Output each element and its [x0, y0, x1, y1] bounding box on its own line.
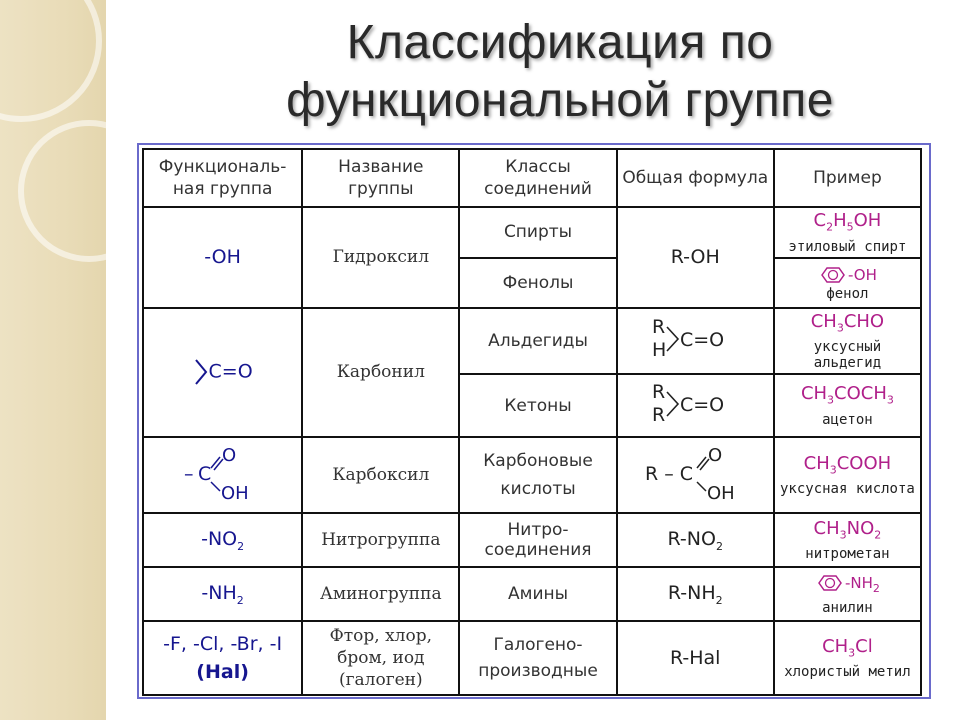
table-row: [143, 308, 921, 375]
formula-label: R – C: [645, 462, 694, 485]
group-name-cell: [302, 207, 459, 308]
group-name-cell: [302, 567, 459, 621]
group-name: Гидроксил: [332, 247, 430, 268]
formula-cell: [617, 513, 774, 567]
oxygen-label: O: [221, 444, 236, 466]
formula-cell: [617, 308, 774, 375]
group-cell: [143, 567, 302, 621]
general-formula: R-OH: [670, 246, 720, 269]
example-name: уксусная кислота: [779, 481, 915, 498]
class-cell: [459, 621, 616, 695]
general-formula: $R-NO_2$: [667, 527, 723, 553]
title-line-1: Классификация по: [346, 16, 774, 69]
substituent-label: R: [652, 404, 666, 427]
carboxylic-acid-structure: [635, 444, 755, 502]
example-formula: $CH_3COCH_3$: [800, 383, 894, 407]
aniline-nh2-label: $NH_2$: [850, 574, 880, 596]
ketone-structure: [640, 378, 750, 428]
formula-cell: [617, 207, 774, 308]
phenol-oh-label: OH: [853, 265, 877, 284]
table-row: [143, 437, 921, 513]
header-label: Классы соединений: [484, 157, 592, 199]
general-formula: R-Hal: [669, 647, 721, 670]
carbonyl-bracket-icon: [193, 357, 209, 387]
group-name-cell: [302, 308, 459, 438]
group-name-cell: [302, 437, 459, 513]
group-cell: [143, 513, 302, 567]
example-cell: [774, 437, 921, 513]
page-title: [190, 14, 930, 130]
group-cell: [143, 437, 302, 513]
header-compound-class: [459, 149, 616, 207]
header-example: [774, 149, 921, 207]
class-name: Кетоны: [504, 395, 572, 416]
class-cell: [459, 258, 616, 308]
hydroxyl-label: OH: [220, 482, 249, 502]
class-name: Фенолы: [502, 272, 574, 293]
decorative-ring: [0, 0, 102, 122]
example-formula: $CH_3CHO$: [810, 310, 885, 335]
example-cell: [774, 374, 921, 437]
formula-cell: [617, 437, 774, 513]
class-cell: [459, 374, 616, 437]
example-cell: [774, 207, 921, 258]
example-formula: $CH_3Cl$: [822, 635, 873, 660]
example-cell: [774, 621, 921, 695]
example-name: хлористый метил: [784, 664, 911, 681]
group-formula: $-NO_2$: [201, 527, 245, 553]
class-cell: [459, 308, 616, 375]
table-row: [143, 513, 921, 567]
formula-cell: [617, 374, 774, 437]
class-name: Спирты: [503, 222, 573, 243]
group-name: Аминогруппа: [320, 584, 442, 605]
class-name: Нитро-соединения: [484, 520, 592, 561]
header-label: Общая формула: [622, 168, 769, 188]
class-name: Амины: [508, 584, 569, 605]
group-name: Карбоксил: [332, 465, 430, 486]
carbonyl-label: C=O: [680, 394, 725, 417]
example-name: этиловый спирт: [788, 238, 907, 255]
header-functional-group: [143, 149, 302, 207]
substituent-label: R: [652, 381, 666, 404]
table-row: [143, 207, 921, 258]
formula-cell: [617, 621, 774, 695]
group-name: Карбонил: [336, 362, 425, 383]
header-label: Название группы: [338, 157, 424, 199]
benzene-ring-icon: [818, 265, 848, 285]
example-cell: [774, 258, 921, 308]
example-name: нитрометан: [805, 546, 890, 563]
header-general-formula: [617, 149, 774, 207]
class-name: Альдегиды: [488, 330, 588, 351]
example-cell: [774, 308, 921, 375]
group-name-cell: [302, 621, 459, 695]
example-formula: $-NH_2$: [777, 572, 918, 600]
example-formula: $C_2H_5OH$: [813, 210, 882, 234]
group-name: Фтор, хлор, бром, иод (галоген): [329, 626, 432, 691]
oxygen-label: O: [708, 444, 723, 466]
group-formula: -OH: [204, 246, 241, 269]
group-formula: $-NH_2$: [201, 581, 244, 607]
aldehyde-structure: [640, 313, 750, 363]
example-cell: [774, 567, 921, 621]
example-formula: -OH: [777, 264, 918, 286]
example-cell: [774, 513, 921, 567]
table-header-row: [143, 149, 921, 207]
example-name: фенол: [826, 285, 869, 302]
group-formula: C=O: [208, 360, 253, 383]
example-formula: $CH_3NO_2$: [813, 517, 882, 542]
group-formula-hal: (Hal): [196, 661, 249, 684]
group-cell: [143, 621, 302, 695]
group-name: Нитрогруппа: [321, 530, 441, 551]
carboxyl-structure: [178, 444, 268, 502]
svg-text:–: –: [183, 462, 194, 485]
example-name: ацетон: [822, 411, 873, 428]
class-cell: [459, 567, 616, 621]
header-label: Пример: [813, 168, 882, 188]
substituent-label: H: [652, 339, 667, 362]
class-name: Галогено-производные: [478, 635, 598, 682]
example-formula: $CH_3COOH$: [803, 452, 892, 477]
header-label: Функциональ-ная группа: [158, 157, 287, 199]
class-cell: [459, 437, 616, 513]
example-name: уксусный альдегид: [813, 339, 882, 372]
decorative-side-band: [0, 0, 106, 720]
hydroxyl-label: OH: [707, 482, 735, 502]
class-cell: [459, 207, 616, 258]
group-formula: -F, -Cl, -Br, -I: [163, 633, 283, 656]
group-cell: [143, 207, 302, 308]
table-row: [143, 621, 921, 695]
example-name: анилин: [822, 600, 873, 617]
group-name-cell: [302, 513, 459, 567]
group-cell: [143, 308, 302, 438]
general-formula: $R-NH_2$: [667, 581, 723, 607]
title-line-2: функциональной группе: [286, 74, 834, 127]
classification-table: [142, 148, 922, 696]
table-row: [143, 567, 921, 621]
class-cell: [459, 513, 616, 567]
benzene-ring-icon: [815, 573, 845, 593]
carbon-label: C: [197, 462, 211, 485]
carbonyl-label: C=O: [680, 329, 725, 352]
class-name: Карбоновые кислоты: [483, 451, 593, 500]
formula-cell: [617, 567, 774, 621]
header-group-name: [302, 149, 459, 207]
substituent-label: R: [652, 316, 666, 339]
